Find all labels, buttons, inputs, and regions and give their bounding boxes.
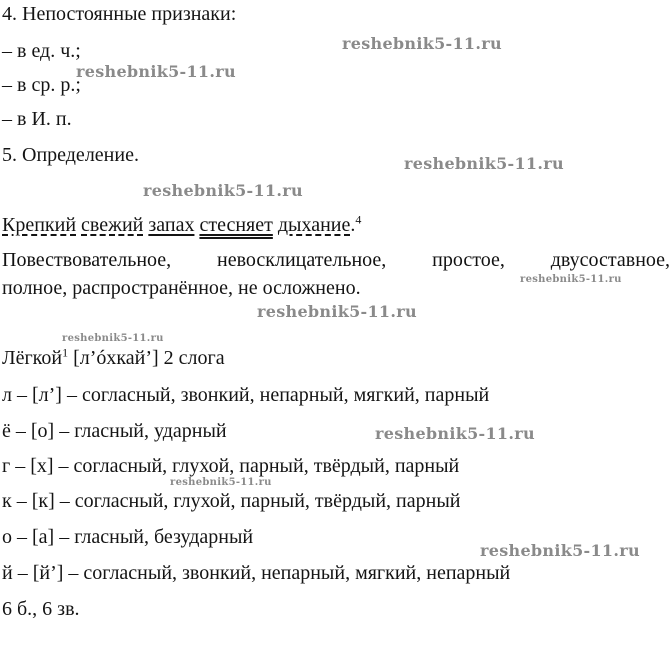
watermark: reshebnik5-11.ru (342, 34, 502, 53)
sentence-end: . (350, 214, 356, 236)
watermark: reshebnik5-11.ru (143, 181, 303, 200)
sentence-word-attribute: Крепкий (2, 214, 77, 236)
watermark: reshebnik5-11.ru (520, 274, 622, 285)
phonetic-mark: 1 (62, 345, 69, 360)
sentence (2, 213, 361, 237)
analysis-word: простое, (432, 249, 505, 271)
analysis-line-2: полное, распространённое, не осложнено. (2, 277, 361, 299)
phonetic-header (2, 346, 225, 370)
watermark: reshebnik5-11.ru (170, 477, 272, 488)
watermark: reshebnik5-11.ru (480, 541, 640, 560)
watermark: reshebnik5-11.ru (404, 154, 564, 173)
phonetic-row: ё – [о] – гласный, ударный (2, 420, 227, 442)
feature-item: – в ср. р.; (2, 74, 81, 96)
phonetic-summary: 6 б., 6 зв. (2, 598, 80, 620)
phonetic-row: л – [л’] – согласный, звонкий, непарный, мягкий, парный (2, 384, 490, 406)
sentence-word-attribute: свежий (81, 214, 144, 236)
analysis-word: Повествовательное, (2, 249, 172, 271)
analysis-line-1 (2, 248, 670, 272)
sentence-word-object: дыхание (277, 214, 351, 236)
analysis-word: двусоставное, (550, 249, 671, 271)
watermark: reshebnik5-11.ru (62, 333, 164, 344)
phonetic-row: г – [х] – согласный, глухой, парный, твёрдый, парный (2, 455, 460, 477)
watermark: reshebnik5-11.ru (375, 424, 535, 443)
watermark: reshebnik5-11.ru (257, 302, 417, 321)
sentence-word-predicate: стесняет (199, 214, 273, 236)
phonetic-row: й – [й’] – согласный, звонкий, непарный, мягкий, непарный (2, 562, 511, 584)
sentence-mark: 4 (355, 212, 362, 227)
sentence-word-subject: запах (148, 214, 195, 236)
phonetic-row: о – [а] – гласный, безударный (2, 526, 254, 548)
phonetic-row: к – [к] – согласный, глухой, парный, твёрдый, парный (2, 490, 461, 512)
phonetic-word: Лёгкой (2, 347, 63, 369)
feature-item: – в И. п. (2, 108, 72, 130)
phonetic-transcription: [л’óхкай’] 2 слога (73, 347, 225, 369)
analysis-word: невосклицательное, (217, 249, 387, 271)
watermark: reshebnik5-11.ru (76, 62, 236, 81)
feature-item: – в ед. ч.; (2, 40, 81, 62)
definition-heading: 5. Определение. (2, 144, 139, 166)
features-heading: 4. Непостоянные признаки: (2, 3, 237, 25)
